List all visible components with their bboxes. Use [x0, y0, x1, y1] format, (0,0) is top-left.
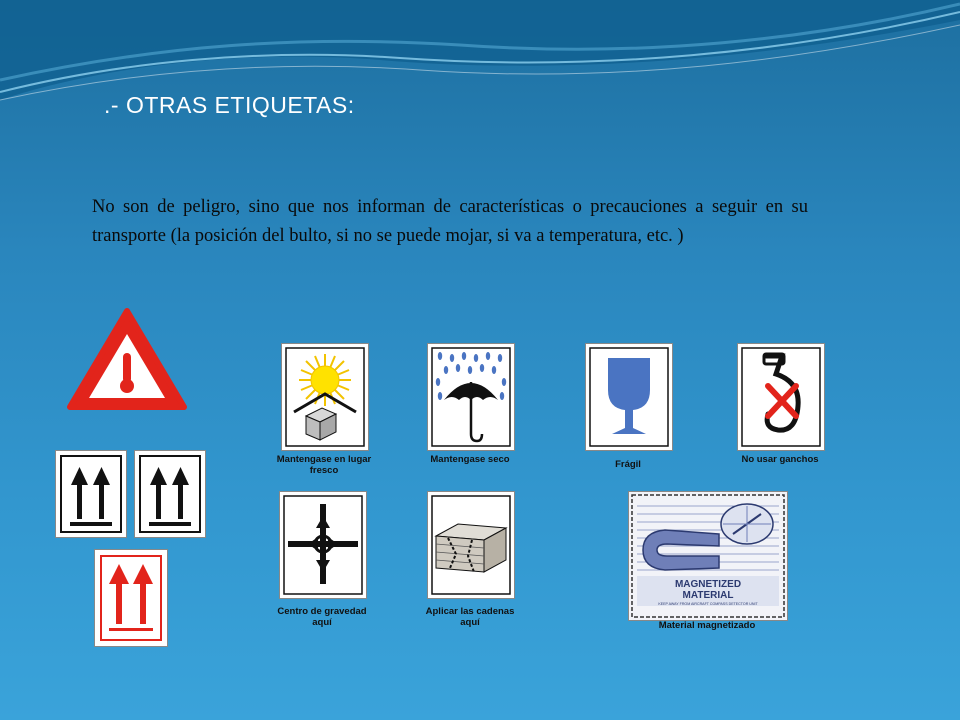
magnetized-material-caption: Material magnetizado: [658, 620, 756, 631]
up-arrows-icon: [56, 451, 126, 537]
slide-title: .- OTRAS ETIQUETAS:: [104, 92, 355, 118]
magnetized-material-label: [628, 491, 788, 621]
keep-dry-caption: Mantengase seco: [430, 454, 510, 465]
magnetized-fine-print: KEEP AWAY FROM AIRCRAFT COMPASS DETECTOR UNIT: [658, 602, 758, 606]
up-arrows-icon: [135, 451, 205, 537]
this-way-up-label-red: [94, 549, 168, 647]
up-arrows-red-icon: [95, 550, 167, 646]
center-of-gravity-icon: [280, 492, 366, 598]
umbrella-icon: [428, 344, 514, 450]
keep-cool-caption: Mantengase en lugar fresco: [276, 454, 372, 476]
no-hooks-caption: No usar ganchos: [741, 454, 819, 465]
magnet-icon: [629, 492, 787, 620]
slide-paragraph: No son de peligro, sino que nos informan de características o precauciones a seguir en su transporte (la posición del bulto, si no se puede mojar, si va a temperatura, etc. ): [92, 197, 808, 246]
chains-here-label: [427, 491, 515, 599]
chains-here-caption: Aplicar las cadenas aquí: [425, 606, 515, 628]
this-way-up-label-1: [55, 450, 127, 538]
keep-cool-label: [281, 343, 369, 451]
keep-dry-label: [427, 343, 515, 451]
center-of-gravity-label: [279, 491, 367, 599]
magnetized-line-2: MATERIAL: [682, 590, 734, 601]
fragile-label: [585, 343, 673, 451]
sun-icon: [282, 344, 368, 450]
no-hooks-label: [737, 343, 825, 451]
fragile-caption: Frágil: [615, 459, 641, 470]
center-of-gravity-caption: Centro de gravedad aquí: [277, 606, 367, 628]
temperature-warning-icon: [66, 306, 188, 412]
magnetized-line-1: MAGNETIZED: [674, 579, 742, 590]
chains-icon: [428, 492, 514, 598]
glass-icon: [586, 344, 672, 450]
hook-crossed-icon: [738, 344, 824, 450]
this-way-up-label-2: [134, 450, 206, 538]
